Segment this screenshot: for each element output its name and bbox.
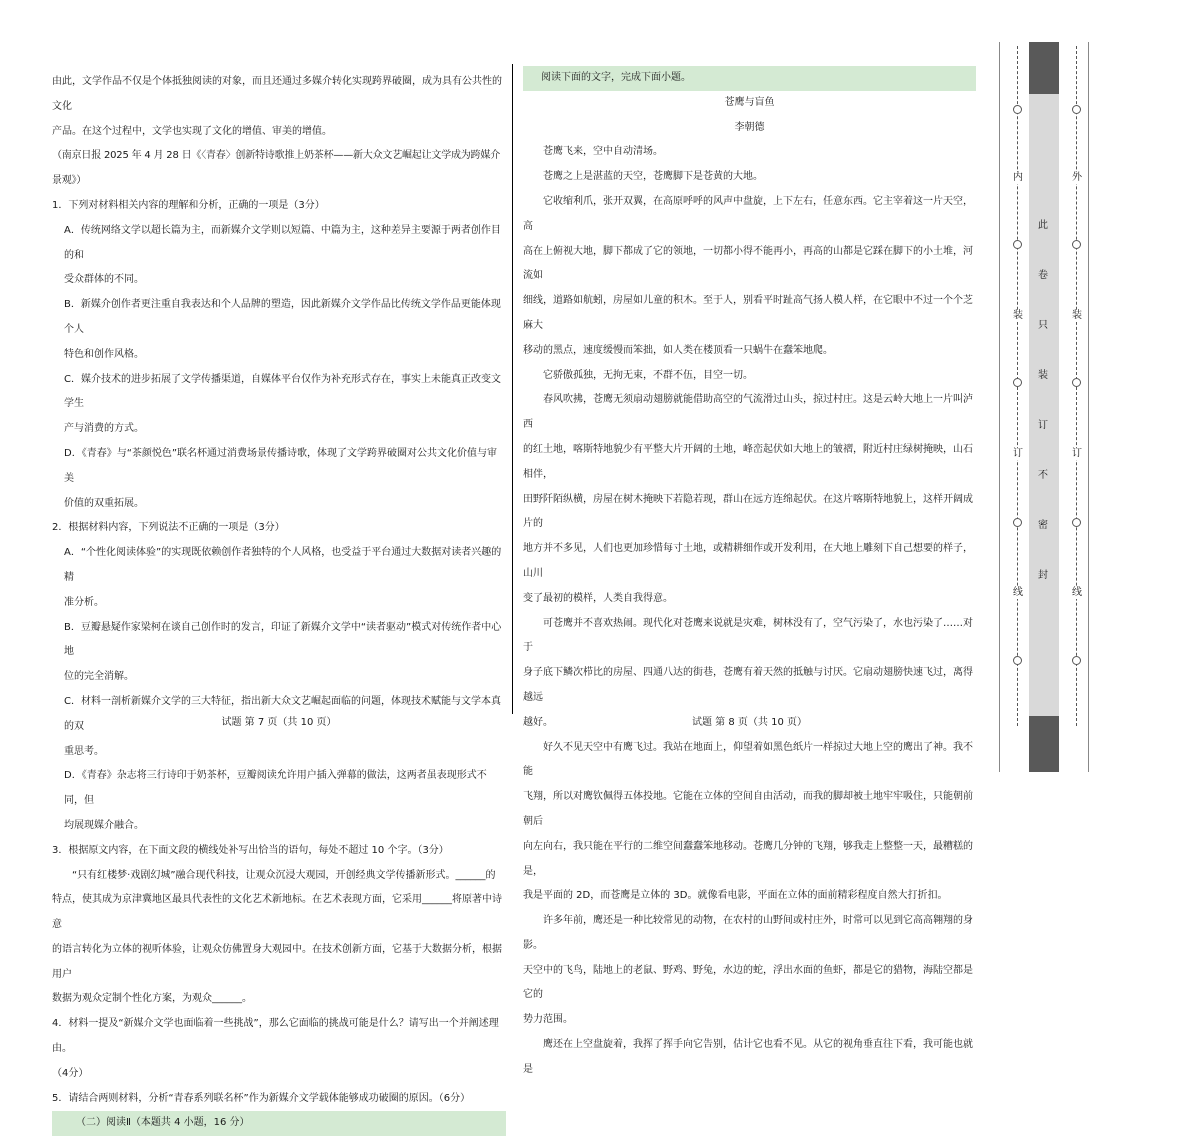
inner-label-ding: 订: [1013, 448, 1023, 459]
q3-para-line1: “只有红楼梦·戏剧幻城”融合现代科技，让观众沉浸大观园，开创经典文学传播新形式。______的: [72, 869, 496, 881]
q3-para-line2: 特点，使其成为京津冀地区最具代表性的文化艺术新地标。在艺术表现方面，它采用______将原著中诗意: [52, 894, 502, 931]
passage-title: 苍鹰与盲鱼: [724, 96, 775, 108]
passage-line: 地方并不多见，人们也更加珍惜每寸土地，或精耕细作或开发利用，在大地上雕刻下自己想要的样子，山川: [523, 543, 973, 579]
seal-char: 此: [1038, 220, 1048, 231]
inner-label-nei: 内: [1013, 172, 1023, 183]
q2-option-a-line2: 准分析。: [64, 596, 104, 608]
passage-line: 苍鹰之上是湛蓝的天空，苍鹰脚下是苍黄的大地。: [543, 171, 763, 183]
reading-instruction: 阅读下面的文字，完成下面小题。: [523, 66, 976, 91]
seal-char: 不: [1038, 470, 1048, 481]
q2-option-c-line2: 重思考。: [64, 745, 104, 757]
passage-line: 好久不见天空中有鹰飞过。我站在地面上，仰望着如黑色纸片一样掠过大地上空的鹰出了神。我不能: [523, 741, 973, 778]
binding-hole-marker: [1013, 378, 1022, 387]
seal-char: 装: [1038, 370, 1048, 381]
binding-hole-marker: [1072, 656, 1081, 665]
inner-label-zhuang: 装: [1013, 310, 1023, 321]
seal-char: 卷: [1038, 270, 1048, 281]
outer-label-ding: 订: [1072, 448, 1082, 459]
passage-line: 它收缩利爪，张开双翼，在高原呼呼的风声中盘旋，上下左右，任意东西。它主宰着这一片天空，高: [523, 195, 973, 232]
question-4-line1: 4．材料一提及“新媒介文学也面临着一些挑战”，那么它面临的挑战可能是什么？请写出一个并阐述理由。: [52, 1018, 499, 1055]
outer-label-xian: 线: [1072, 587, 1082, 598]
seal-strip-bottom-block: [1029, 716, 1059, 772]
binding-hole-marker: [1013, 518, 1022, 527]
page-footer-right: 试题 第 8 页（共 10 页）: [692, 717, 807, 728]
question-5: 5．请结合两则材料，分析“青春系列联名杯”作为新媒介文学载体能够成功破圈的原因。（6分）: [52, 1092, 471, 1104]
passage-line: 苍鹰飞来，空中自动清场。: [543, 146, 663, 158]
q2-option-d-line1: D．《青春》杂志将三行诗印于奶茶杯，豆瓣阅读允许用户插入弹幕的做法，这两者虽表现形式不同，但: [64, 770, 487, 807]
passage-line: 许多年前，鹰还是一种比较常见的动物，在农村的山野间或村庄外，时常可以见到它高高翱翔的身影。: [523, 915, 973, 951]
passage-line: 高在上俯视大地，脚下都成了它的领地，一切都小得不能再小，再高的山都是它踩在脚下的小土堆，河流如: [523, 245, 973, 282]
q2-option-a-line1: A．“个性化阅读体验”的实现既依赖创作者独特的个人风格，也受益于平台通过大数据对读者兴趣的精: [64, 547, 502, 583]
q1-option-a-line2: 受众群体的不同。: [64, 274, 144, 286]
page-footer-left: 试题 第 7 页（共 10 页）: [221, 717, 337, 728]
passage-line: 我是平面的 2D，而苍鹰是立体的 3D。就像看电影，平面在立体的面前精彩程度自然大打折扣。: [523, 890, 948, 902]
q1-option-d-line1: D．《青春》与“茶颜悦色”联名杯通过消费场景传播诗歌，体现了文学跨界破圈对公共文化价值与审美: [64, 447, 498, 484]
binding-frame-right: [1088, 42, 1089, 772]
passage-line: 细线，道路如航蚓，房屋如儿童的积木。至于人，别看平时趾高气扬人模人样，在它眼中不过一个个芝麻大: [523, 295, 973, 331]
passage-line: 春风吹拂，苍鹰无须扇动翅膀就能借助高空的气流滑过山头，掠过村庄。这是云岭大地上一片叫泸西: [523, 394, 973, 431]
passage-line: 的红土地，喀斯特地貌少有平整大片开阔的土地，峰峦起伏如大地上的皱褶，附近村庄绿树掩映，山石相伴，: [523, 443, 973, 480]
question-4-line2: （4分）: [52, 1067, 89, 1079]
section-heading: （二）阅读Ⅱ（本题共 4 小题，16 分）: [52, 1111, 506, 1136]
passage-line: 它骄傲孤独，无拘无束，不群不伍，目空一切。: [543, 369, 753, 381]
intro-line-2: 产品。在这个过程中，文学也实现了文化的增值、审美的增值。: [52, 125, 332, 137]
q1-option-b-line2: 特色和创作风格。: [64, 348, 144, 360]
intro-line-1: 由此，文学作品不仅是个体抵独阅读的对象，而且还通过多媒介转化实现跨界破圈，成为具有公共性的文化: [52, 76, 502, 112]
question-2-stem: 2．根据材料内容，下列说法不正确的一项是（3分）: [52, 522, 285, 534]
q2-option-b-line2: 位的完全消解。: [64, 671, 134, 683]
binding-hole-marker: [1013, 240, 1022, 249]
binding-hole-marker: [1013, 656, 1022, 665]
outer-label-wai: 外: [1072, 172, 1082, 183]
passage-author: 李朝德: [734, 121, 765, 133]
q1-option-b-line1: B．新媒介创作者更注重自我表达和个人品牌的塑造，因此新媒介文学作品比传统文学作品更能体现个人: [64, 299, 501, 335]
binding-frame-left: [999, 42, 1000, 772]
q3-para-line4: 数据为观众定制个性化方案，为观众______。: [52, 993, 252, 1005]
inner-label-xian: 线: [1013, 587, 1023, 598]
q2-option-d-line2: 均展现媒介融合。: [64, 819, 144, 831]
passage-line: 可苍鹰并不喜欢热闹。现代化对苍鹰来说就是灾难，树林没有了，空气污染了，水也污染了……对于: [523, 617, 973, 654]
passage-line: 势力范围。: [523, 1014, 573, 1026]
passage-line: 飞翔，所以对鹰钦佩得五体投地。它能在立体的空间自由活动，而我的脚却被土地牢牢吸住，只能朝前朝后: [523, 791, 973, 827]
seal-char: 封: [1038, 570, 1048, 581]
question-1-stem: 1．下列对材料相关内容的理解和分析，正确的一项是（3分）: [52, 199, 325, 211]
binding-hole-marker: [1072, 240, 1081, 249]
q1-option-d-line2: 价值的双重拓展。: [64, 497, 144, 509]
question-3-stem: 3．根据原文内容，在下面文段的横线处补写出恰当的语句，每处不超过 10 个字。（3分）: [52, 844, 449, 856]
seal-char: 订: [1038, 420, 1048, 431]
binding-hole-marker: [1013, 105, 1022, 114]
q1-option-c-line1: C．媒介技术的进步拓展了文学传播渠道，自媒体平台仅作为补充形式存在，事实上未能真正改变文学生: [64, 373, 501, 410]
passage-line: 移动的黑点，速度缓慢而笨拙，如人类在楼顶看一只蜗牛在蠢笨地爬。: [523, 344, 833, 356]
seal-strip-top-block: [1029, 42, 1059, 94]
passage-line: 鹰还在上空盘旋着，我挥了挥手向它告别，估计它也看不见。从它的视角垂直往下看，我可能也就是: [523, 1039, 973, 1075]
left-column: [52, 70, 506, 1136]
q2-option-b-line1: B．豆瓣悬疑作家梁柯在谈自己创作时的发言，印证了新媒介文学中“读者驱动”模式对传统作者中心地: [64, 621, 502, 658]
outer-label-zhuang: 装: [1072, 310, 1082, 321]
q2-option-c-line1: C．材料一剖析新媒介文学的三大特征，指出新大众文艺崛起面临的问题，体现技术赋能与文学本真的双: [64, 695, 501, 732]
seal-char: 只: [1038, 320, 1048, 331]
binding-hole-marker: [1072, 518, 1081, 527]
passage-line: 越好。: [523, 716, 553, 728]
source-citation: （南京日报 2025 年 4 月 28 日《〈青春〉创新特诗歌推上奶茶杯——新大众文艺崛起让文学成为跨媒介景观》）: [52, 150, 501, 187]
q1-option-c-line2: 产与消费的方式。: [64, 423, 144, 435]
right-column: [523, 66, 976, 1083]
binding-hole-marker: [1072, 105, 1081, 114]
q1-option-a-line1: A．传统网络文学以超长篇为主，而新媒介文学则以短篇、中篇为主，这种差异主要源于两者创作目的和: [64, 224, 501, 261]
seal-strip: [1029, 42, 1059, 772]
passage-line: 身子底下鳞次栉比的房屋、四通八达的街巷，苍鹰有着天然的抵触与讨厌。它扇动翅膀快速飞过，离得越远: [523, 667, 973, 703]
passage-line: 向左向右，我只能在平行的二维空间蠢蠢笨地移动。苍鹰几分钟的飞翔，够我走上整整一天，最糟糕的是，: [523, 840, 973, 877]
column-divider: [512, 64, 513, 714]
passage-line: 天空中的飞鸟，陆地上的老鼠、野鸡、野兔，水边的蛇，浮出水面的鱼虾，都是它的猎物，海陆空都是它的: [523, 964, 973, 1001]
seal-char: 密: [1038, 520, 1048, 531]
passage-body: [523, 140, 976, 1082]
binding-hole-marker: [1072, 378, 1081, 387]
passage-line: 变了最初的模样，人类自我得意。: [523, 592, 673, 604]
passage-line: 田野阡陌纵横，房屋在树木掩映下若隐若现，群山在远方连绵起伏。在这片喀斯特地貌上，这样开阔成片的: [523, 493, 973, 530]
q3-para-line3: 的语言转化为立体的视听体验，让观众仿佛置身大观园中。在技术创新方面，它基于大数据分析，根据用户: [52, 943, 502, 980]
